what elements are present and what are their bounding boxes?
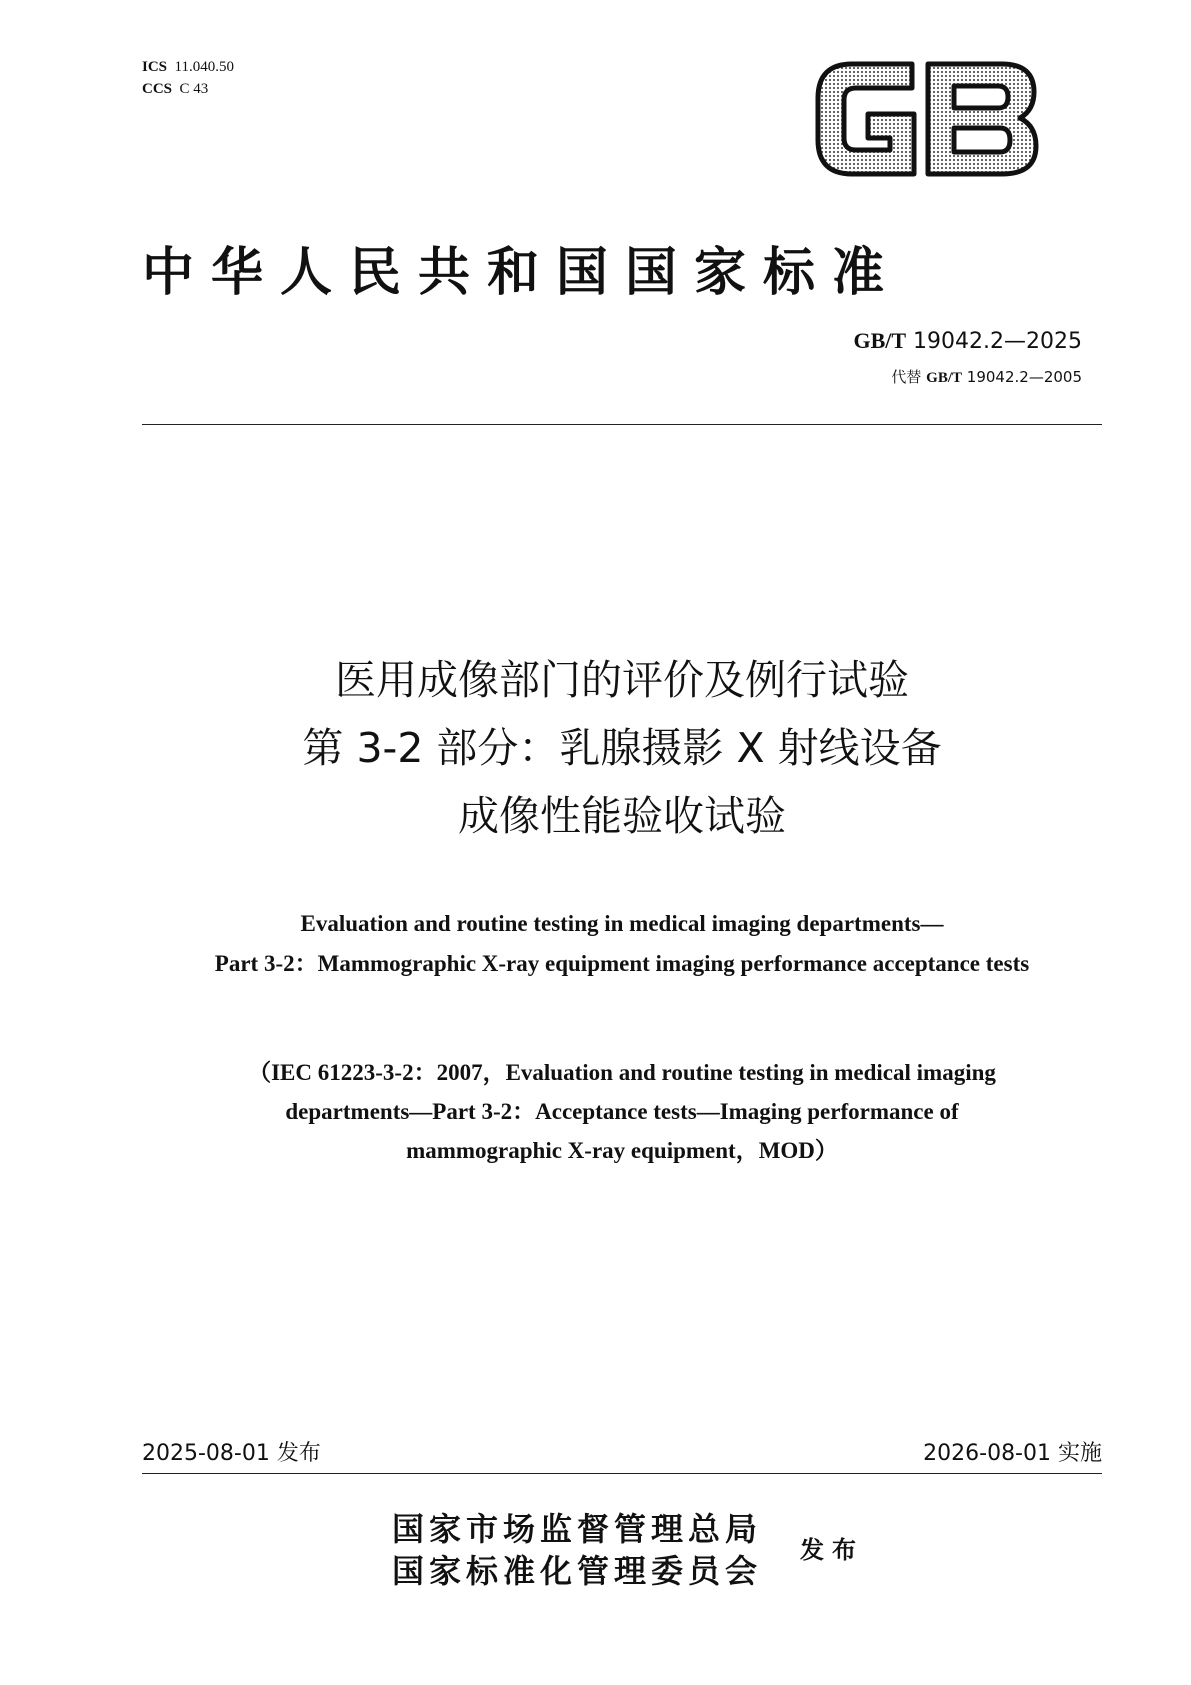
national-standard-heading: 中华人民共和国国家标准 [142,243,902,303]
bottom-divider [142,1473,1102,1474]
issuing-authorities [392,1508,762,1592]
ics-code: ICS 11.040.50 [142,59,234,75]
classification-codes [142,56,234,100]
iec-reference-line: （IEC 61223-3-2：2007，Evaluation and routine testing in medical imaging [248,1060,996,1085]
issuer-samr: 国家市场监督管理总局 [392,1510,763,1548]
iec-reference [142,1053,1102,1170]
english-title-line: Evaluation and routine testing in medical imaging departments— [300,911,944,936]
chinese-title-line: 成像性能验收试验 [458,792,786,840]
standard-number: GB/T 19042.2—2025 [853,328,1082,354]
chinese-title-line: 第 3-2 部分：乳腺摄影 X 射线设备 [302,724,942,772]
issue-date: 2025-08-01 发布 [142,1441,321,1466]
top-divider [142,424,1102,425]
ccs-code: CCS C 43 [142,81,209,97]
iec-reference-line: mammographic X-ray equipment，MOD） [406,1138,838,1163]
gb-logo-icon [812,58,1042,180]
english-title [142,904,1102,984]
implementation-date: 2026-08-01 实施 [923,1441,1102,1466]
chinese-title-line: 医用成像部门的评价及例行试验 [335,656,909,704]
publish-label: 发布 [800,1535,864,1564]
iec-reference-line: departments—Part 3-2：Acceptance tests—Imaging performance of [285,1099,959,1124]
replaces-standard: 代替 GB/T 19042.2—2005 [891,368,1082,386]
english-title-line: Part 3-2：Mammographic X-ray equipment imaging performance acceptance tests [214,951,1030,976]
issuer-sac: 国家标准化管理委员会 [392,1552,763,1590]
gb-logo [812,58,1042,180]
chinese-title [142,646,1102,850]
